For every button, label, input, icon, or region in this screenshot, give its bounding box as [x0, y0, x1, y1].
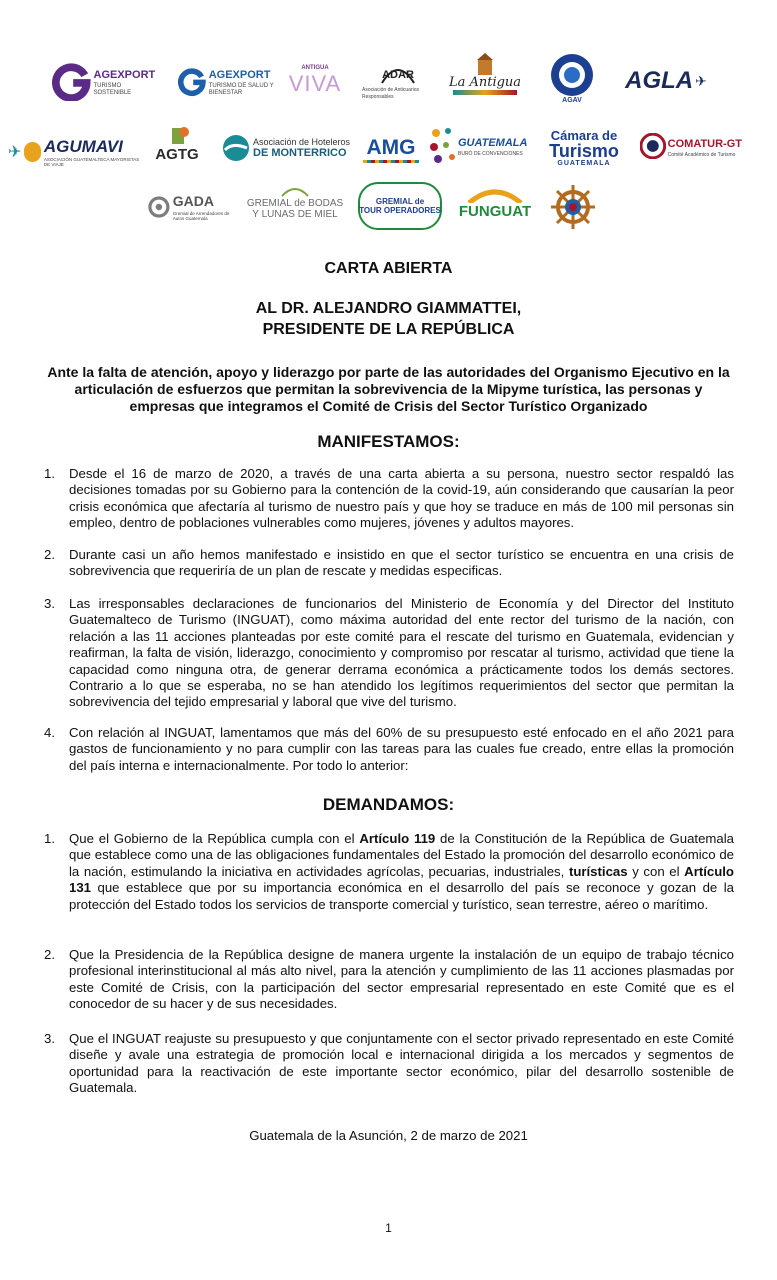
text-run: y con el [627, 863, 685, 879]
agexport-g-icon [52, 61, 91, 101]
manifestamos-heading: MANIFESTAMOS: [317, 432, 460, 451]
agexport-sub: TURISMO DE SALUD Y BIENESTAR [208, 83, 274, 96]
agtg-logo [146, 122, 208, 166]
gada-name: GADA [172, 193, 215, 209]
camara-turismo-logo [540, 124, 628, 172]
agumavi-name: AGUMAVI [43, 137, 123, 156]
item-number: 1. [44, 466, 55, 481]
viva-label: VIVA [288, 71, 342, 96]
comatur-globe-icon [640, 133, 666, 159]
church-icon [475, 53, 495, 75]
item-text [69, 831, 734, 913]
bodas-line1: GREMIAL de BODAS [246, 198, 344, 209]
addressee-line2: PRESIDENTE DE LA REPÚBLICA [262, 321, 515, 338]
item-number: 2. [44, 947, 55, 962]
item-text: Durante casi un año hemos manifestado e insistido en que el sector turístico se encuentra en una crisis de sobrevivencia que requeriría de un plan de rescate y medidas especificas. [69, 547, 734, 579]
funguat-logo [450, 182, 540, 226]
agexport-name: AGEXPORT [93, 69, 156, 81]
hoteleros-line1: Asociación de Hoteleros [253, 137, 351, 147]
antigua-viva-logo [288, 56, 342, 106]
agav-name: AGAV [562, 96, 582, 104]
agexport-salud-bienestar-logo [178, 58, 278, 104]
manifest-item [44, 725, 734, 774]
demand-item [44, 831, 734, 913]
demand-item [44, 947, 734, 1013]
item-text: Desde el 16 de marzo de 2020, a través de una carta abierta a su persona, nuestro sector respaldó las decisiones tomadas por su Gobierno para la contención de la covid-19, aún considerando que causarían la peor crisis económica que afectaría al turismo de nuestro país y que hoy se traduce en más de 100 mil personas sin empleo, dentro de poblaciones vulnerables como mujeres, jóvenes y adultos mayores. [69, 466, 734, 531]
tour-line1: GREMIAL de [375, 197, 425, 206]
agav-seal-icon [550, 53, 594, 97]
airplane-icon: ✈ [695, 72, 707, 89]
manifest-item [44, 466, 734, 532]
ship-wheel-icon [549, 183, 597, 231]
hoteleros-monterrico-logo [222, 128, 352, 168]
airplane-icon: ✈ [8, 144, 22, 161]
text-run: de la Constitución de la República de Guatemala que establece como una de las obligaciones fundamentales del Estado la promoción del desarrollo económico de la nación, estimulando la iniciativa en actividades agrícolas, pecuarias, industriales, [69, 831, 734, 879]
tour-line2: TOUR OPERADORES [359, 206, 441, 215]
agla-logo [620, 58, 712, 104]
item-text: Las irresponsables declaraciones de funcionarios del Ministerio de Economía y del Director del Instituto Guatemalteco de Turismo (INGUAT), como máxima autoridad del ente rector del turismo de la nación, con relación a las 11 acciones planteadas por este comité para el rescate del turismo en Guatemala, evidencian y reafirman, la falta de visión, liderazgo, conocimiento y compromiso por rescatar al turismo, actividad que tiene la capacidad como ninguna otra, de generar derrama económica a prácticamente todos los demás sectores. Contrario a lo que se esperaba, no se han atendido los legítimos requerimientos del sector que permitan la sobrevivencia del tejido empresarial y laboral que vive del turismo. [69, 596, 734, 710]
amg-logo [360, 128, 422, 170]
funguat-name: FUNGUAT [458, 202, 532, 220]
camara-line1: Cámara de [550, 128, 618, 143]
demand-item [44, 1031, 734, 1097]
bold-run: turísticas [568, 863, 628, 879]
item-number: 3. [44, 596, 55, 611]
comatur-sub: Comité Académico de Turismo [667, 151, 736, 158]
color-stripe [453, 90, 517, 95]
letter-title: CARTA ABIERTA [324, 260, 453, 277]
text-run: Que el Gobierno de la República cumpla con el [69, 831, 360, 846]
manifest-item [44, 547, 734, 580]
guatemala-name: GUATEMALA [458, 136, 528, 149]
gremial-bodas-logo [240, 178, 350, 228]
adar-logo [362, 58, 434, 104]
logo-banner [0, 0, 777, 250]
gremial-tour-operadores-logo [358, 182, 442, 230]
agexport-sub: TURISMO SOSTENIBLE [93, 83, 132, 96]
sun-icon [24, 142, 40, 162]
camara-line2: Turismo [549, 141, 619, 161]
helm-logo [548, 182, 598, 232]
agav-logo [545, 50, 599, 106]
gada-wheel-icon [148, 190, 170, 224]
confetti-icon [428, 125, 458, 165]
item-number: 3. [44, 1031, 55, 1046]
hoteleros-line2: DE MONTERRICO [253, 147, 347, 159]
comatur-name: COMATUR-GT [667, 137, 742, 150]
la-antigua-name: La Antigua [448, 75, 522, 90]
text-run: que establece que por su importancia económica en el desarrollo del país se reconoce y gozan de la protección del Estado todos los servicios de transporte comercial y turístico, sean terrestre, aéreo o marítimo. [69, 880, 734, 912]
addressee-line1: AL DR. ALEJANDRO GIAMMATTEI, [255, 300, 522, 317]
agexport-name: AGEXPORT [208, 69, 271, 81]
amg-name: AMG [366, 135, 416, 159]
gada-sub: Gremial de Arrendadores de Autos Guatemala [172, 211, 230, 221]
agexport-turismo-sostenible-logo [52, 58, 158, 104]
item-text: Con relación al INGUAT, lamentamos que más del 60% de su presupuesto esté enfocado en el año 2021 para gastos de funcionamiento y no para cumplir con las tareas para las cuales fue creado, entre ellas la promoción del país interna e internacionalmente. Por todo lo anterior: [69, 725, 734, 773]
agumavi-sub: ASOCIACIÓN GUATEMALTECA MAYORISTAS DE VIAJE [43, 157, 140, 167]
date-line: Guatemala de la Asunción, 2 de marzo de 2021 [249, 1128, 528, 1143]
item-text: Que el INGUAT reajuste su presupuesto y que conjuntamente con el sector privado representado en este Comité diseñe y avale una estrategia de promoción local e internacional dirigida a los mercados y segmentos de oportunidad para la reactivación de este importante sector económico, pilar del desarrollo sostenible de Guatemala. [69, 1031, 734, 1096]
adar-sub: Asociación de Anticuarios Responsables [362, 87, 419, 100]
la-antigua-logo [450, 44, 520, 104]
bold-run: Artículo 131 [69, 863, 734, 896]
agtg-name: AGTG [155, 145, 199, 163]
wave-icon [222, 134, 250, 162]
funguat-arc-icon [465, 189, 525, 203]
agtg-figure-icon [162, 126, 192, 146]
antigua-label: ANTIGUA [301, 65, 329, 71]
pattern-stripe [363, 160, 419, 163]
guatemala-buro-logo [428, 120, 530, 170]
item-text: Que la Presidencia de la República designe de manera urgente la instalación de un equipo de trabajo técnico profesional interinstitucional al más alto nivel, para la atención y cumplimiento de las 11 acciones plasmadas por este Comité de Crisis, con la participación del sector empresarial representado en este Comité que es el conocedor de su hacer y de sus necesidades. [69, 947, 734, 1012]
page-number: 1 [385, 1221, 392, 1235]
gada-logo [148, 186, 232, 228]
guatemala-sub: BURÓ DE CONVENCIONES [458, 150, 523, 157]
intro-paragraph: Ante la falta de atención, apoyo y liderazgo por parte de las autoridades del Organismo Ejecutivo en la articulación de esfuerzos que permitan la sobrevivencia de la Mipyme turística, las personas y empresas que integramos el Comité de Crisis del Sector Turístico Organizado [47, 364, 730, 414]
bold-run: Artículo 119 [359, 831, 436, 846]
adar-name: ADAR [382, 69, 414, 81]
demandamos-heading: DEMANDAMOS: [322, 795, 455, 814]
agexport-g-icon [178, 61, 206, 101]
comatur-logo [640, 126, 742, 166]
bodas-line2: Y LUNAS DE MIEL [252, 209, 338, 220]
camara-line3: GUATEMALA [557, 160, 611, 167]
leaf-icon [280, 186, 310, 198]
agumavi-logo [8, 134, 140, 170]
item-number: 2. [44, 547, 55, 562]
manifest-item [44, 596, 734, 711]
item-number: 4. [44, 725, 55, 740]
item-number: 1. [44, 831, 55, 846]
agla-name: AGLA [625, 67, 694, 94]
